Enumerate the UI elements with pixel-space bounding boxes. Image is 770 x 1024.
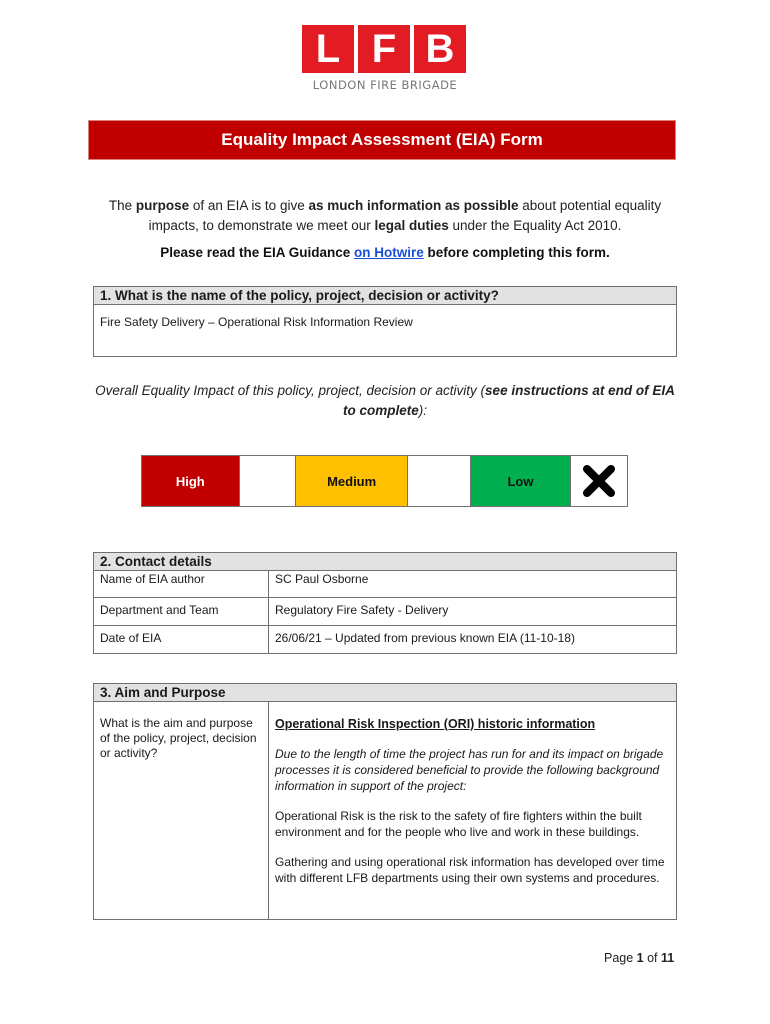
hotwire-link[interactable]: on Hotwire — [354, 245, 424, 260]
impact-low-checkbox[interactable] — [571, 456, 627, 506]
section-1-heading: 1. What is the name of the policy, project, decision or activity? — [94, 287, 677, 305]
intro-bold: as much information as possible — [308, 198, 519, 213]
author-label: Name of EIA author — [94, 571, 269, 598]
total-pages: 11 — [661, 951, 675, 965]
date-label: Date of EIA — [94, 626, 269, 654]
logo-letter-f: F — [358, 25, 410, 73]
overall-text: ): — [418, 403, 427, 418]
ori-intro: Due to the length of time the project has run for and its impact on brigade processes it is considered beneficial to provide the following background information in support of the project: — [275, 747, 664, 793]
policy-name-field[interactable]: Fire Safety Delivery – Operational Risk Information Review — [94, 305, 677, 357]
author-field[interactable]: SC Paul Osborne — [269, 571, 677, 598]
impact-high-checkbox[interactable] — [240, 456, 297, 506]
overall-bold: see instructions at end of EIA to complete — [342, 383, 675, 418]
logo-letter-l: L — [302, 25, 354, 73]
section-3-table — [93, 683, 677, 920]
intro-paragraph — [90, 196, 680, 236]
form-title: Equality Impact Assessment (EIA) Form — [88, 120, 676, 160]
intro-text: about potential equality impacts, to demonstrate we meet our — [148, 198, 662, 233]
department-field[interactable]: Regulatory Fire Safety - Delivery — [269, 598, 677, 626]
impact-medium-label: Medium — [296, 456, 408, 506]
page-prefix: Page — [604, 951, 637, 965]
page-number — [604, 951, 674, 965]
section-1-table — [93, 286, 677, 357]
guidance-text: Please read the EIA Guidance — [160, 245, 355, 260]
cross-icon — [581, 465, 617, 497]
intro-text: of an EIA is to give — [189, 198, 309, 213]
date-field[interactable]: 26/06/21 – Updated from previous known EIA (11-10-18) — [269, 626, 677, 654]
current-page: 1 — [636, 951, 644, 965]
impact-low-label: Low — [471, 456, 572, 506]
department-label: Department and Team — [94, 598, 269, 626]
ori-heading: Operational Risk Inspection (ORI) historic information — [275, 717, 596, 731]
intro-text: The — [108, 198, 136, 213]
impact-rating-scale — [141, 455, 628, 507]
impact-high-label: High — [142, 456, 240, 506]
intro-text: under the Equality Act 2010. — [448, 218, 622, 233]
section-3-heading: 3. Aim and Purpose — [94, 684, 677, 702]
logo-subtitle: LONDON FIRE BRIGADE — [312, 78, 458, 92]
page-of: of — [643, 951, 661, 965]
logo-letter-b: B — [414, 25, 466, 73]
gathering-paragraph: Gathering and using operational risk information has developed over time with different LFB departments using their own systems and procedures. — [275, 855, 665, 885]
aim-question-label: What is the aim and purpose of the policy, project, decision or activity? — [94, 702, 269, 920]
guidance-text: before completing this form. — [423, 245, 610, 260]
intro-bold: purpose — [135, 198, 190, 213]
overall-impact-instructions — [90, 381, 680, 421]
guidance-note — [90, 245, 680, 260]
section-2-table — [93, 552, 677, 654]
intro-bold: legal duties — [374, 218, 449, 233]
aim-content-field[interactable] — [269, 702, 677, 920]
lfb-logo — [302, 25, 468, 92]
impact-medium-checkbox[interactable] — [408, 456, 471, 506]
operational-risk-paragraph: Operational Risk is the risk to the safety of fire fighters within the built environment and for the people who live and work in these buildings. — [275, 809, 642, 839]
overall-text: Overall Equality Impact of this policy, project, decision or activity ( — [95, 383, 486, 398]
section-2-heading: 2. Contact details — [94, 553, 677, 571]
